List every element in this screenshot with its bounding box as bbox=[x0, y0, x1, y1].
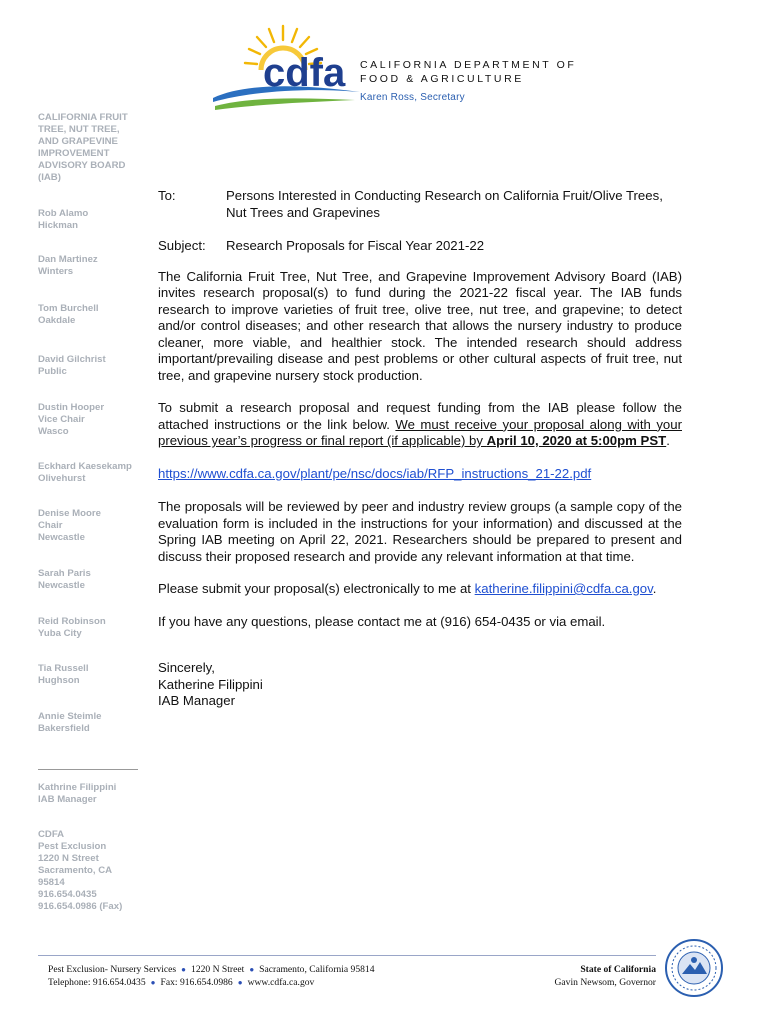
board-sidebar bbox=[38, 112, 148, 912]
bullet-icon: ● bbox=[181, 965, 187, 974]
board-member: Reid Robinson Yuba City bbox=[38, 616, 106, 639]
board-member: Tia Russell Hughson bbox=[38, 663, 89, 686]
signature-block bbox=[158, 660, 682, 710]
footer-divider bbox=[38, 955, 656, 956]
board-member: Tom Burchell Oakdale bbox=[38, 303, 99, 326]
board-member: Rob Alamo Hickman bbox=[38, 208, 89, 231]
board-member: David Gilchrist Public bbox=[38, 354, 106, 377]
green-swoosh bbox=[215, 98, 355, 110]
agency-line-2: FOOD & AGRICULTURE bbox=[360, 73, 524, 85]
paragraph-intro: The California Fruit Tree, Nut Tree, and Grapevine Improvement Advisory Board (IAB) invites research proposal(s) to fund during the 2021-22 fiscal year. The IAB funds research to improve varieties of fruit tree, olive tree, nut tree, and grapevine; to detect and/or control diseases; and other research that allows the nursery industry to produce cleaner, more viable, and healthier stock. The intended research should address important/prevailing disease and pest problems or other cultural aspects of fruit tree, nut tree, and grapevine nursery stock production. bbox=[158, 268, 682, 383]
signer-title: IAB Manager bbox=[158, 693, 235, 708]
agency-name bbox=[360, 58, 576, 105]
board-member: Annie Steimle Bakersfield bbox=[38, 711, 102, 734]
to-row bbox=[158, 188, 682, 221]
rfp-instructions-link[interactable]: https://www.cdfa.ca.gov/plant/pe/nsc/docs/iab/RFP_instructions_21-22.pdf bbox=[158, 465, 592, 481]
bullet-icon: ● bbox=[150, 978, 156, 987]
state-name: State of California bbox=[580, 964, 656, 975]
paragraph-email: Please submit your proposal(s) electronically to me at katherine.filippini@cdfa.ca.gov. bbox=[158, 581, 657, 596]
paragraph-review: The proposals will be reviewed by peer and industry review groups (a sample copy of the evaluation form is included in the instructions for your information) and discussed at the Spring IAB meeting on April 22, 2021. Researchers should be prepared to present and discuss their proposed research and provide any relevant information at that time. bbox=[158, 499, 682, 564]
paragraph-submission: To submit a research proposal and request funding from the IAB please follow the attached instructions or the link below. We must receive your proposal along with your previous year’s progress or final report (if applicable) by April 10, 2020 at 5:00pm PST. bbox=[158, 400, 682, 448]
agency-line-1: CALIFORNIA DEPARTMENT OF bbox=[360, 59, 577, 71]
bullet-icon: ● bbox=[237, 978, 243, 987]
board-member: Sarah Paris Newcastle bbox=[38, 568, 91, 591]
secretary-name: Karen Ross, Secretary bbox=[360, 92, 465, 103]
to-label: To: bbox=[158, 188, 176, 203]
footer-state bbox=[540, 963, 656, 989]
footer-contact: Pest Exclusion- Nursery Services ● 1220 N Street ● Sacramento, California 95814 Telephone: 916.654.0435 ● Fax: 916.654.0986 ● www.cdfa.ca.gov bbox=[48, 964, 375, 988]
subject-row bbox=[158, 238, 682, 255]
governor-name: Gavin Newsom, Governor bbox=[554, 977, 656, 988]
paragraph-contact: If you have any questions, please contact me at (916) 654-0435 or via email. bbox=[158, 613, 606, 629]
board-member: Dan Martinez Winters bbox=[38, 254, 98, 277]
deadline: April 10, 2020 at 5:00pm PST bbox=[486, 433, 667, 448]
subject-label: Subject: bbox=[158, 238, 206, 253]
to-recipients: Persons Interested in Conducting Research on California Fruit/Olive Trees, Nut Trees and Grapevines bbox=[226, 188, 663, 220]
office-address: CDFA Pest Exclusion 1220 N Street Sacramento, CA 95814 916.654.0435 916.654.0986 (Fax) bbox=[38, 829, 123, 912]
board-member: Dustin Hooper Vice Chair Wasco bbox=[38, 402, 105, 437]
iab-manager: Kathrine Filippini IAB Manager bbox=[38, 782, 117, 805]
state-seal-icon bbox=[664, 938, 724, 998]
closing: Sincerely, bbox=[158, 660, 215, 675]
subject-text: Research Proposals for Fiscal Year 2021-22 bbox=[226, 238, 485, 253]
logo-text: cdfa bbox=[263, 51, 346, 95]
signer-name: Katherine Filippini bbox=[158, 676, 263, 692]
letter-body bbox=[158, 188, 682, 710]
sidebar-divider bbox=[38, 769, 138, 770]
bullet-icon: ● bbox=[249, 965, 255, 974]
board-member: Eckhard Kaesekamp Olivehurst bbox=[38, 461, 132, 484]
email-link[interactable]: katherine.filippini@cdfa.ca.gov bbox=[474, 581, 653, 596]
board-name: CALIFORNIA FRUIT TREE, NUT TREE, AND GRAPEVINE IMPROVEMENT ADVISORY BOARD (IAB) bbox=[38, 112, 128, 183]
board-member: Denise Moore Chair Newcastle bbox=[38, 508, 101, 543]
cdfa-logo bbox=[205, 18, 365, 113]
